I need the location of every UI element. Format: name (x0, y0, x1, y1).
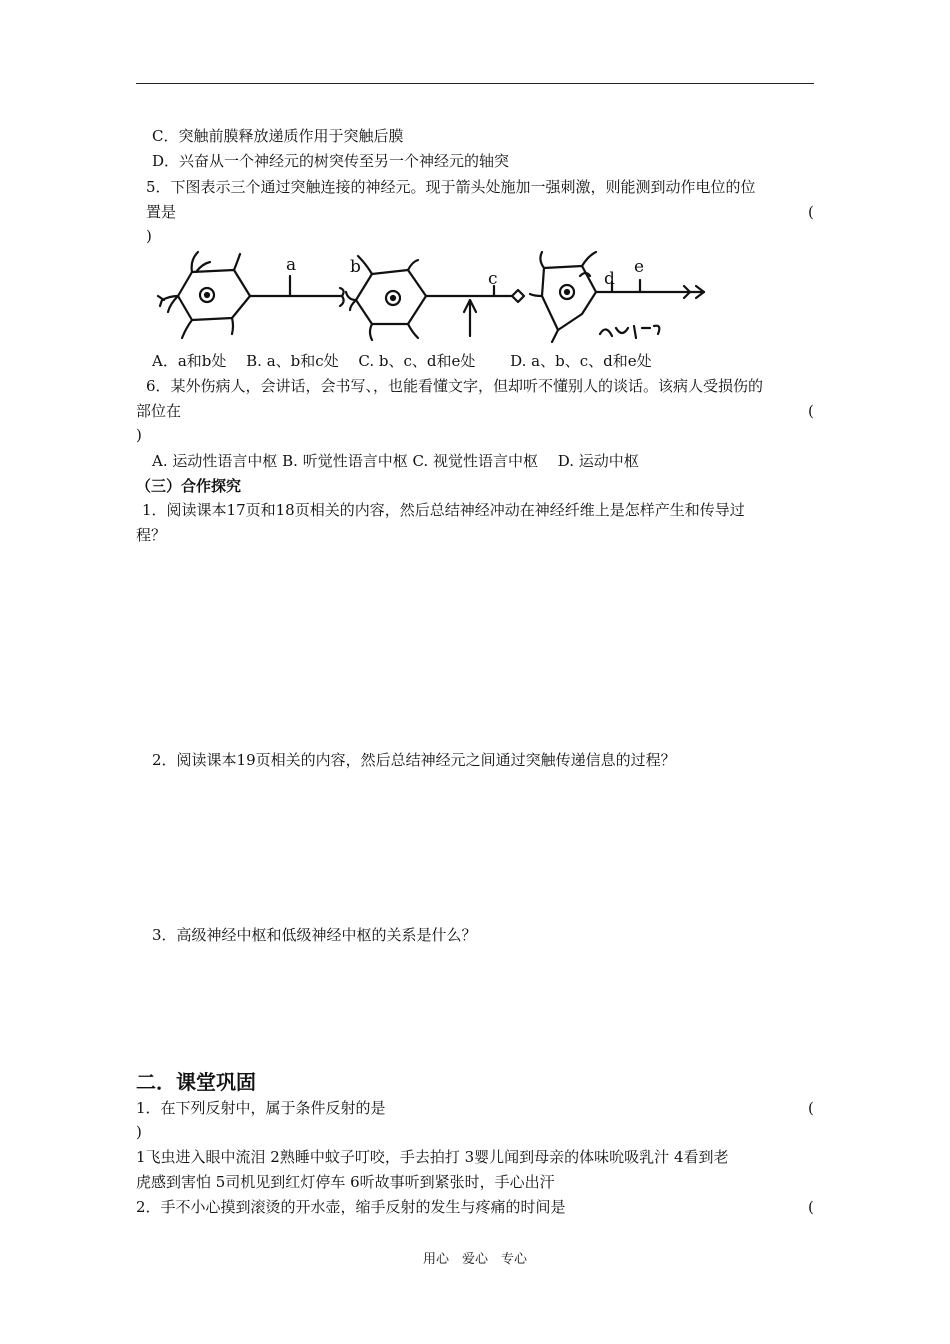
label-a: a (286, 255, 297, 275)
q5-paren-close: ) (146, 227, 152, 245)
q5-paren-open: ( (808, 203, 814, 221)
section3-item2: 2．阅读课本19页相关的内容，然后总结神经元之间通过突触传递信息的过程？ (152, 751, 676, 769)
q5-options: A．a和b处 B. a、b和c处 C. b、c、d和e处 D. a、b、c、d和e处 (152, 352, 652, 370)
s2-q1-choices-line2: 虎感到害怕 5司机见到红灯停车 6听故事听到紧张时，手心出汗 (136, 1173, 555, 1191)
label-e: e (634, 257, 645, 277)
q6-stem-line2: 部位在 (136, 402, 182, 420)
section3-item3: 3．高级神经中枢和低级神经中枢的关系是什么？ (152, 926, 477, 944)
q5-stem-line2: 置是 (146, 203, 177, 221)
neuron-1-axon (250, 276, 342, 296)
page-footer: 用心 爱心 专心 (422, 1252, 527, 1267)
label-c: c (488, 269, 498, 289)
neuron-diagram (150, 248, 720, 343)
option-d-text: D．兴奋从一个神经元的树突传至另一个神经元的轴突 (152, 152, 510, 170)
q6-options: A. 运动性语言中枢 B. 听觉性语言中枢 C. 视觉性语言中枢 D. 运动中枢 (152, 452, 639, 470)
section3-title: （三）合作探究 (136, 477, 242, 495)
section3-item1-line1: 1．阅读课本17页和18页相关的内容，然后总结神经冲动在神经纤维上是怎样产生和传导过 (142, 501, 745, 519)
s2-q1-paren-open: ( (808, 1099, 814, 1117)
label-b: b (350, 257, 361, 277)
section2-title: 二．课堂巩固 (136, 1070, 256, 1094)
section3-item1-line2: 程？ (136, 526, 167, 544)
header-rule (136, 83, 814, 84)
q5-stem-line1: 5．下图表示三个通过突触连接的神经元。现于箭头处施加一强刺激，则能测到动作电位的位 (146, 178, 756, 196)
stimulus-arrow (464, 300, 476, 336)
s2-q1-paren-close: ) (136, 1123, 142, 1141)
neuron-2-axon (426, 286, 512, 296)
s2-q2-stem: 2．手不小心摸到滚烫的开水壶，缩手反射的发生与疼痛的时间是 (136, 1198, 566, 1216)
s2-q1-choices-line1: 1飞虫进入眼中流泪 2熟睡中蚊子叮咬，手去拍打 3婴儿闻到母亲的体味吮吸乳汁 4看到老 (136, 1148, 729, 1166)
s2-q2-paren-open: ( (808, 1198, 814, 1216)
q6-stem-line1: 6．某外伤病人，会讲话，会书写、，也能看懂文字，但却听不懂别人的谈话。该病人受损伤的 (146, 377, 764, 395)
option-c-text: C．突触前膜释放递质作用于突触后膜 (152, 127, 404, 145)
q6-paren-open: ( (808, 402, 814, 420)
scribble-mark (600, 326, 659, 338)
label-d: d (604, 269, 615, 289)
s2-q1-stem: 1．在下列反射中，属于条件反射的是 (136, 1099, 386, 1117)
q6-paren-close: ) (136, 426, 142, 444)
synapse-2 (512, 290, 524, 302)
